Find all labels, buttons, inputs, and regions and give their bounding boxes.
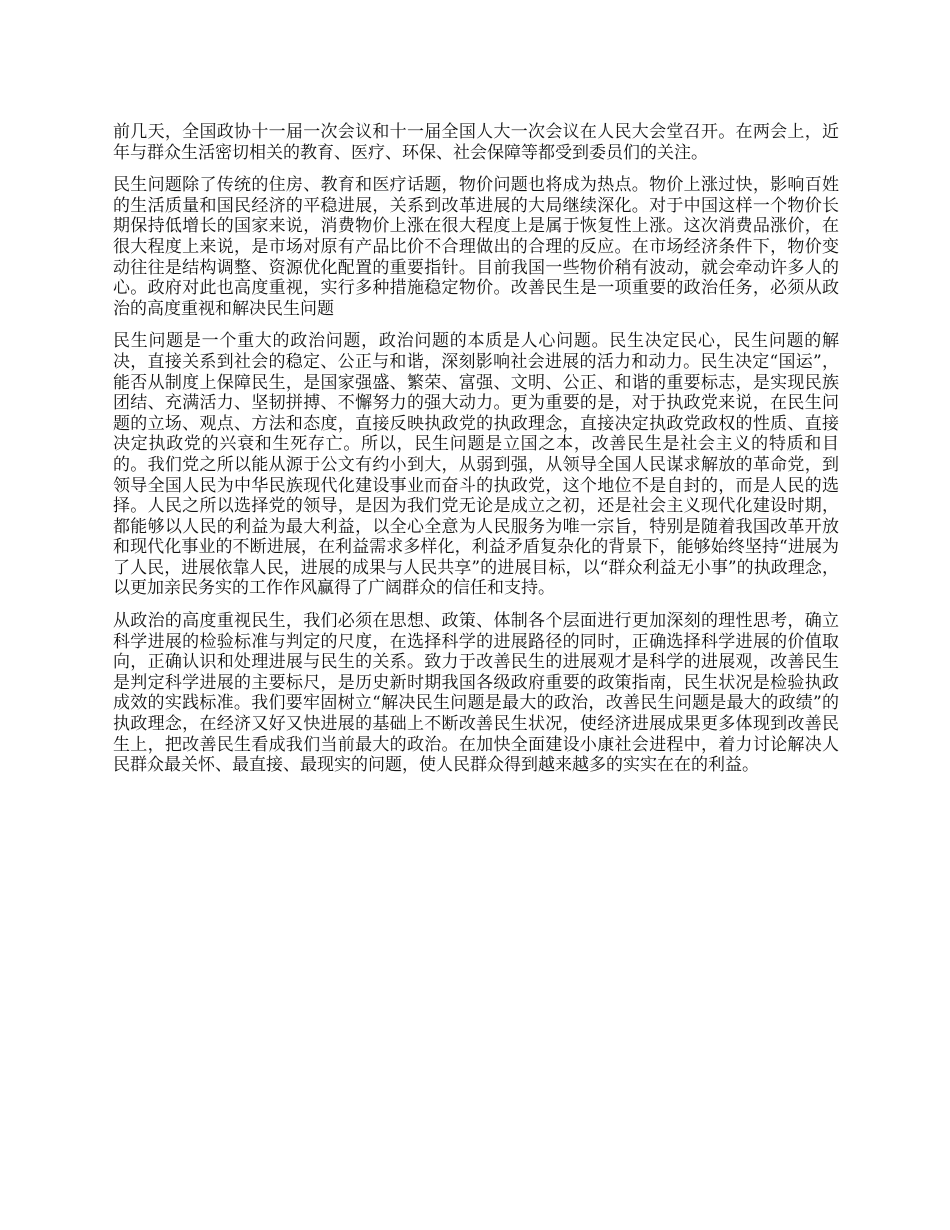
paragraph-2: 民生问题除了传统的住房、教育和医疗话题，物价问题也将成为热点。物价上涨过快，影响百姓的生活质量和国民经济的平稳进展，关系到改革进展的大局继续深化。对于中国这样一个物价长期保持低增长的国家来说，消费物价上涨在很大程度上是属于恢复性上涨。这次消费品涨价，在很大程度上来说，是市场对原有产品比价不合理做出的合理的反应。在市场经济条件下，物价变动往往是结构调整、资源优化配置的重要指针。目前我国一些物价稍有波动，就会牵动许多人的心。政府对此也高度重视，实行多种措施稳定物价。改善民生是一项重要的政治任务，必须从政治的高度重视和解决民生问题 xyxy=(113,175,839,319)
document-body xyxy=(113,122,839,788)
paragraph-1: 前几天，全国政协十一届一次会议和十一届全国人大一次会议在人民大会堂召开。在两会上，近年与群众生活密切相关的教育、医疗、环保、社会保障等都受到委员们的关注。 xyxy=(113,122,839,163)
paragraph-3: 民生问题是一个重大的政治问题，政治问题的本质是人心问题。民生决定民心，民生问题的解决，直接关系到社会的稳定、公正与和谐，深刻影响社会进展的活力和动力。民生决定“国运”，能否从制度上保障民生，是国家强盛、繁荣、富强、文明、公正、和谐的重要标志，是实现民族团结、充满活力、坚韧拼搏、不懈努力的强大动力。更为重要的是，对于执政党来说，在民生问题的立场、观点、方法和态度，直接反映执政党的执政理念，直接决定执政党政权的性质、直接决定执政党的兴衰和生死存亡。所以，民生问题是立国之本，改善民生是社会主义的特质和目的。我们党之所以能从源于公文有约小到大，从弱到强，从领导全国人民谋求解放的革命党，到领导全国人民为中华民族现代化建设事业而奋斗的执政党，这个地位不是自封的，而是人民的选择。人民之所以选择党的领导，是因为我们党无论是成立之初，还是社会主义现代化建设时期，都能够以人民的利益为最大利益，以全心全意为人民服务为唯一宗旨，特别是随着我国改革开放和现代化事业的不断进展，在利益需求多样化，利益矛盾复杂化的背景下，能够始终坚持“进展为了人民，进展依靠人民，进展的成果与人民共享”的进展目标，以“群众利益无小事”的执政理念，以更加亲民务实的工作作风赢得了广阔群众的信任和支持。 xyxy=(113,331,839,599)
paragraph-4: 从政治的高度重视民生，我们必须在思想、政策、体制各个层面进行更加深刻的理性思考，确立科学进展的检验标准与判定的尺度，在选择科学的进展路径的同时，正确选择科学进展的价值取向，正确认识和处理进展与民生的关系。致力于改善民生的进展观才是科学的进展观，改善民生是判定科学进展的主要标尺，是历史新时期我国各级政府重要的政策指南，民生状况是检验执政成效的实践标准。我们要牢固树立“解决民生问题是最大的政治，改善民生问题是最大的政绩”的执政理念，在经济又好又快进展的基础上不断改善民生状况，使经济进展成果更多体现到改善民生上，把改善民生看成我们当前最大的政治。在加快全面建设小康社会进程中，着力讨论解决人民群众最关怀、最直接、最现实的问题，使人民群众得到越来越多的实实在在的利益。 xyxy=(113,611,839,776)
